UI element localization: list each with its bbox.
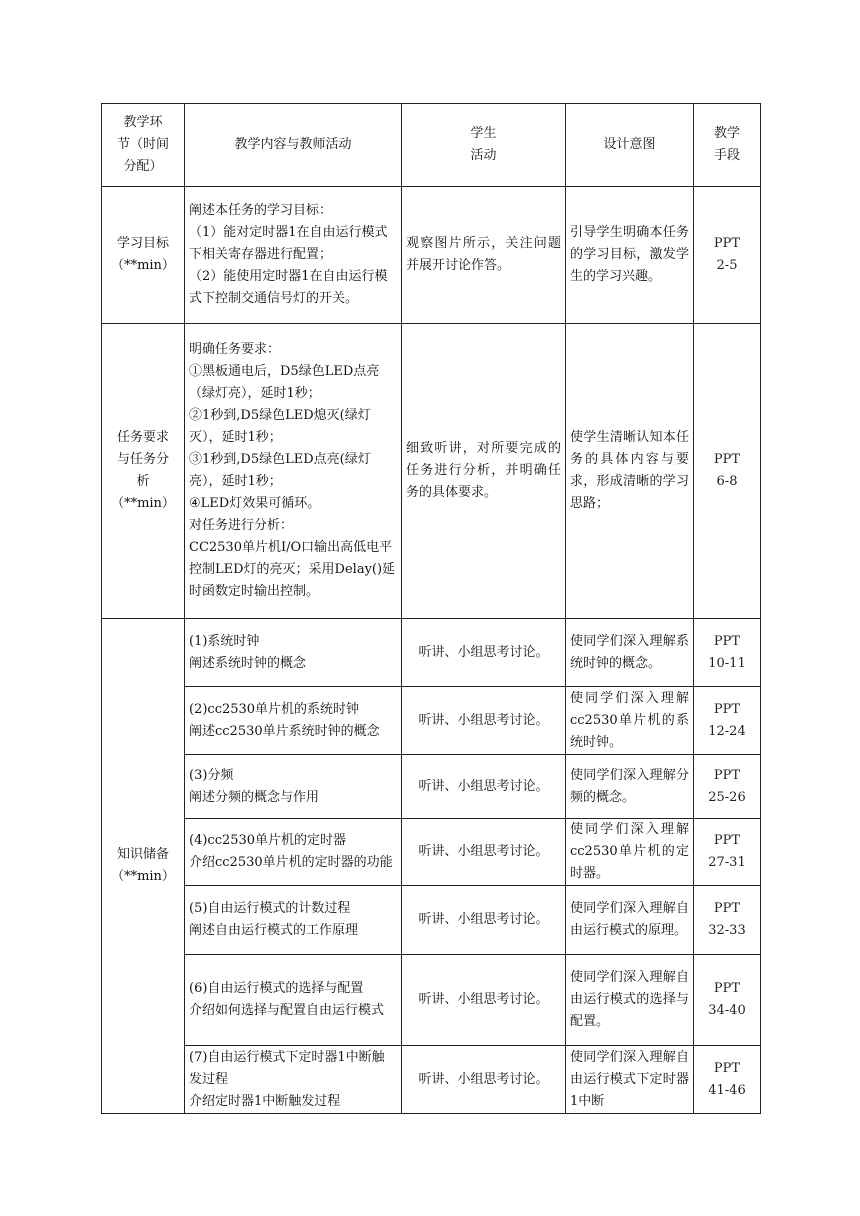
- stage-cell: 知识储备 （**min）: [102, 619, 185, 1114]
- student-activity-cell: 听讲、小组思考讨论。: [402, 819, 566, 886]
- content-cell: 阐述本任务的学习目标： （1）能对定时器1在自由运行模式下相关寄存器进行配置； （2）能使用定时器1在自由运行模式下控制交通信号灯的开关。: [185, 187, 402, 324]
- lesson-plan-table: [101, 103, 761, 1114]
- teaching-means-cell: PPT 34-40: [694, 955, 761, 1046]
- header-design-intent: 设计意图: [566, 104, 694, 187]
- design-intent-cell: 使同学们深入理解分频的概念。: [566, 755, 694, 819]
- teaching-means-cell: PPT 12-24: [694, 687, 761, 755]
- teaching-means-cell: PPT 32-33: [694, 886, 761, 955]
- student-activity-cell: 细致听讲，对所要完成的任务进行分析，并明确任务的具体要求。: [402, 324, 566, 619]
- design-intent-cell: 使同学们深入理解自由运行模式的原理。: [566, 886, 694, 955]
- student-activity-cell: 听讲、小组思考讨论。: [402, 687, 566, 755]
- student-activity-cell: 听讲、小组思考讨论。: [402, 955, 566, 1046]
- teaching-means-cell: PPT 2-5: [694, 187, 761, 324]
- student-activity-cell: 观察图片所示，关注问题并展开讨论作答。: [402, 187, 566, 324]
- student-activity-cell: 听讲、小组思考讨论。: [402, 755, 566, 819]
- design-intent-cell: 使同学们深入理解系统时钟的概念。: [566, 619, 694, 687]
- header-stage: 教学环 节（时间 分配）: [102, 104, 185, 187]
- content-cell: (5)自由运行模式的计数过程 阐述自由运行模式的工作原理: [185, 886, 402, 955]
- design-intent-cell: 使同学们深入理解cc2530单片机的定时器。: [566, 819, 694, 886]
- table-row: [102, 687, 761, 755]
- stage-cell: 任务要求 与任务分 析 （**min）: [102, 324, 185, 619]
- design-intent-cell: 引导学生明确本任务的学习目标，激发学生的学习兴趣。: [566, 187, 694, 324]
- content-cell: (2)cc2530单片机的系统时钟 阐述cc2530单片系统时钟的概念: [185, 687, 402, 755]
- table-row: [102, 955, 761, 1046]
- content-cell: (6)自由运行模式的选择与配置 介绍如何选择与配置自由运行模式: [185, 955, 402, 1046]
- teaching-means-cell: PPT 25-26: [694, 755, 761, 819]
- content-cell: (3)分频 阐述分频的概念与作用: [185, 755, 402, 819]
- design-intent-cell: 使同学们深入理解自由运行模式的选择与配置。: [566, 955, 694, 1046]
- content-cell: (4)cc2530单片机的定时器 介绍cc2530单片机的定时器的功能: [185, 819, 402, 886]
- table-row: [102, 324, 761, 619]
- table-row: [102, 187, 761, 324]
- content-cell: 明确任务要求： ①黑板通电后，D5绿色LED点亮（绿灯亮），延时1秒； ②1秒到,D5绿色LED熄灭(绿灯灭），延时1秒； ③1秒到,D5绿色LED点亮(绿灯亮），延时1秒； ④LED灯效果可循环。 对任务进行分析： CC2530单片机I/O口输出高低电平控制LED灯的亮灭；采用Delay()延时函数定时输出控制。: [185, 324, 402, 619]
- content-cell: (1)系统时钟 阐述系统时钟的概念: [185, 619, 402, 687]
- design-intent-cell: 使同学们深入理解cc2530单片机的系统时钟。: [566, 687, 694, 755]
- header-content: 教学内容与教师活动: [185, 104, 402, 187]
- table-row: [102, 619, 761, 687]
- student-activity-cell: 听讲、小组思考讨论。: [402, 886, 566, 955]
- student-activity-cell: 听讲、小组思考讨论。: [402, 619, 566, 687]
- header-row: [102, 104, 761, 187]
- teaching-means-cell: PPT 27-31: [694, 819, 761, 886]
- design-intent-cell: 使同学们深入理解自由运行模式下定时器1中断: [566, 1046, 694, 1114]
- table-row: [102, 1046, 761, 1114]
- teaching-means-cell: PPT 6-8: [694, 324, 761, 619]
- design-intent-cell: 使学生清晰认知本任务的具体内容与要求，形成清晰的学习思路；: [566, 324, 694, 619]
- teaching-means-cell: PPT 10-11: [694, 619, 761, 687]
- table-row: [102, 755, 761, 819]
- table-row: [102, 886, 761, 955]
- header-student-activity: 学生 活动: [402, 104, 566, 187]
- student-activity-cell: 听讲、小组思考讨论。: [402, 1046, 566, 1114]
- teaching-means-cell: PPT 41-46: [694, 1046, 761, 1114]
- header-teaching-means: 教学 手段: [694, 104, 761, 187]
- content-cell: (7)自由运行模式下定时器1中断触发过程 介绍定时器1中断触发过程: [185, 1046, 402, 1114]
- stage-cell: 学习目标 （**min）: [102, 187, 185, 324]
- table-row: [102, 819, 761, 886]
